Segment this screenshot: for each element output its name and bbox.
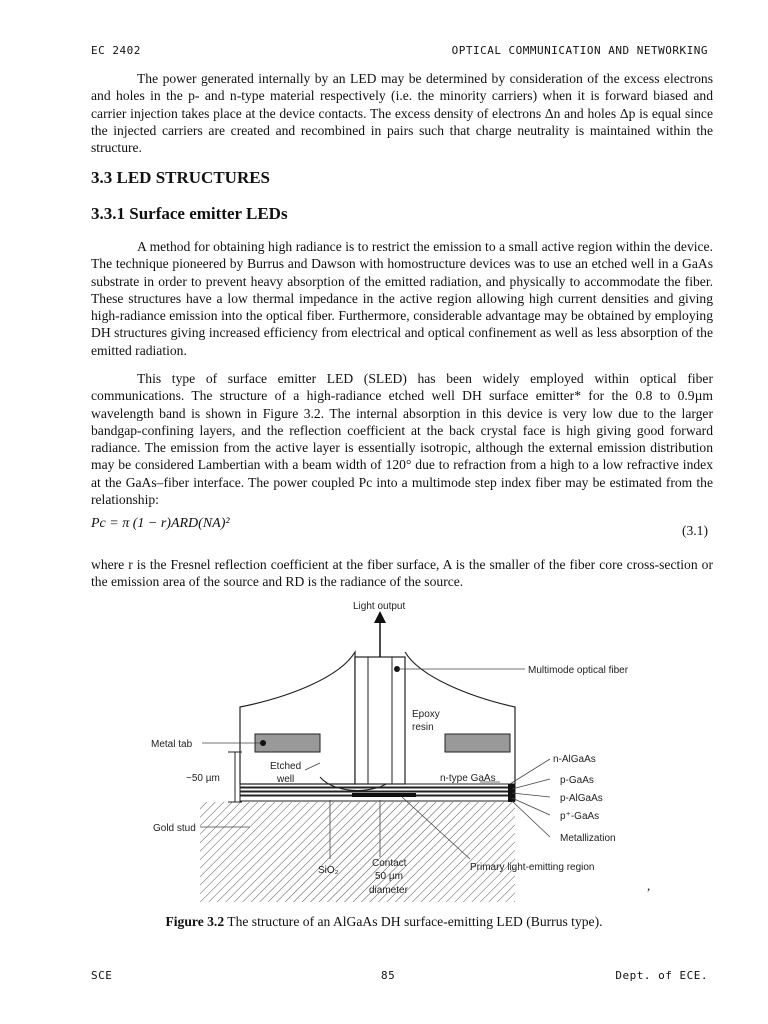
label-contact-2: 50 µm [375,871,403,882]
label-p-algaas: p-AlGaAs [560,793,603,804]
paragraph-1 [91,238,713,359]
label-epoxy-2: resin [412,722,434,733]
label-light-output: Light output [353,601,406,612]
label-etched-2: well [277,774,295,785]
label-contact-1: Contact [372,858,407,869]
label-gold-stud: Gold stud [153,823,196,834]
label-n-algaas: n-AlGaAs [553,754,596,765]
footer-left: SCE [91,969,113,982]
subsection-heading: 3.3.1 Surface emitter LEDs [91,204,288,223]
led-structure-figure [140,597,680,902]
footer-right: Dept. of ECE. [615,969,708,982]
paragraph-3: where r is the Fresnel reflection coefficient at the fiber surface, A is the smaller of the fiber core cross-section or the emission area of the source and RD is the radiance of the source. [91,557,713,590]
label-primary-region: Primary light-emitting region [470,862,595,873]
figure-caption [0,914,768,930]
course-title: OPTICAL COMMUNICATION AND NETWORKING [451,44,708,57]
course-code: EC 2402 [91,44,141,57]
contact-region [352,793,416,797]
section-heading: 3.3 LED STRUCTURES [91,168,271,187]
optical-fiber [355,657,405,784]
caption-text: The structure of an AlGaAs DH surface-emitting LED (Burrus type). [224,914,603,929]
equation-number: (3.1) [681,523,708,538]
label-contact-3: diameter [369,885,408,896]
caption-label: Figure 3.2 [165,914,225,929]
intro-paragraph-text: The power generated internally by an LED may be determined by consideration of the excess electrons and holes in the p- and n-type material respectively (i.e. the minority carriers) when it is forward biased and carrier injection takes place at the device contacts. The excess density of electrons Δn and holes Δp is equal since the injected carriers are created and recombined in pairs such that charge neutrality is maintained within the structure. [91,71,713,156]
layer-p-gaas [240,788,515,791]
label-p-gaas: p-GaAs [560,775,594,786]
label-p-plus-gaas: p⁺-GaAs [560,811,600,822]
label-n-type-gaas: n-type GaAs [440,773,496,784]
paragraph-1-text: A method for obtaining high radiance is to restrict the emission to a small active region within the device. The technique pioneered by Burrus and Dawson with homostructure devices was to use an etched well in a GaAs substrate in order to prevent heavy absorption of the emitted radiation, and physically to accommodate the fiber. These structures have a low thermal impedance in the active region allowing high current densities and giving high-radiance emission into the optical fiber. Furthermore, considerable advantage may be obtained by employing DH structures giving increased efficiency from electrical and optical confinement as well as less absorption of the emitted radiation. [91,239,713,358]
label-metallization: Metallization [560,833,616,844]
substrate-hatch [200,802,515,902]
label-sio2: SiO₂ [318,865,339,876]
paragraph-2-text: This type of surface emitter LED (SLED) has been widely employed within optical fiber communications. The structure of a high-radiance etched well DH surface emitter* for the 0.8 to 0.9µm wavelength band is shown in Figure 3.2. The internal absorption in this device is very low due to the larger bandgap-confining layers, and the reflection coefficient at the back crystal face is high giving good forward radiance. The emission from the active layer is essentially isotropic, although the external emission distribution may be considered Lambertian with a beam width of 120° due to refraction from a high to a low refractive index at the GaAs–fiber interface. The power coupled Pc into a multimode step index fiber may be estimated from the relationship: [91,371,713,508]
label-metal-tab: Metal tab [151,739,193,750]
page-number: 85 [381,969,396,982]
label-etched-1: Etched [270,761,302,772]
paragraph-2 [91,370,713,508]
stray-comma: , [647,878,651,893]
intro-paragraph [91,70,713,156]
equation: Pc = π (1 − r)ARD(NA)² [91,516,230,531]
label-dimension: ~50 µm [186,773,220,784]
label-epoxy-1: Epoxy [412,709,440,720]
led-diagram [140,597,680,902]
label-multimode-fiber: Multimode optical fiber [528,665,629,676]
metal-tab-right [445,734,510,752]
